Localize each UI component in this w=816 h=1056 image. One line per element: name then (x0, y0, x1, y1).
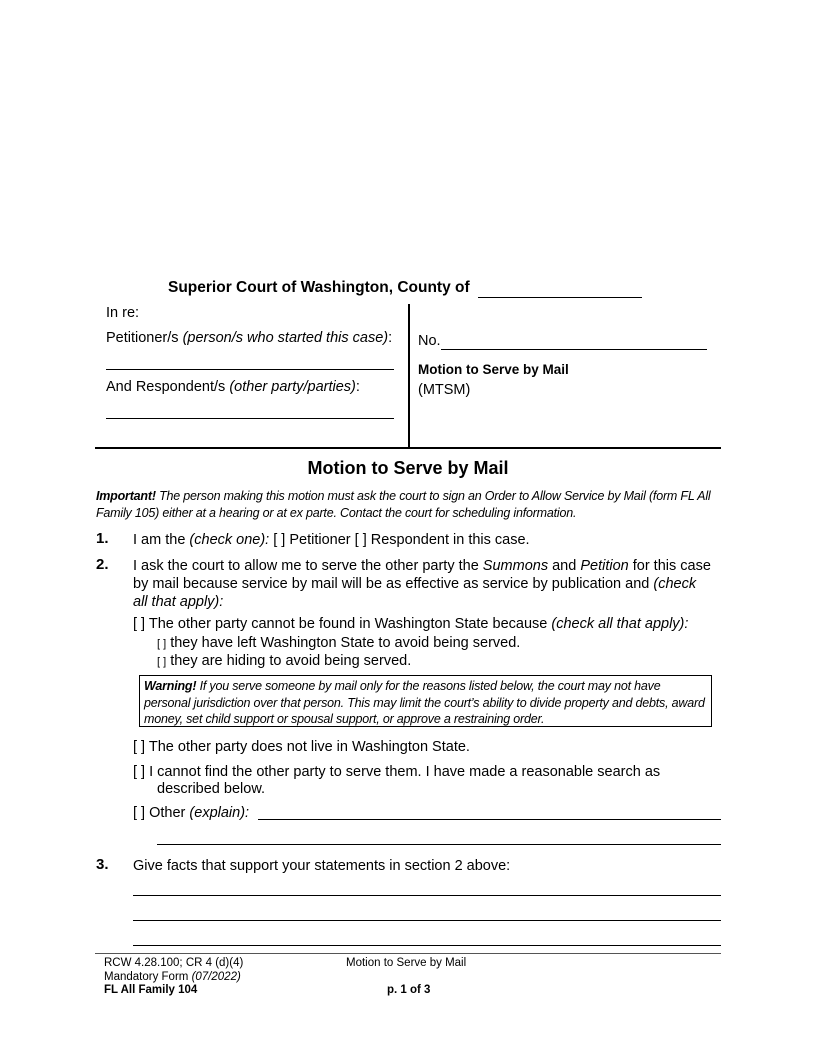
option-no-live: [ ] The other party does not live in Washington State. (133, 739, 470, 755)
left-state-checkbox[interactable]: [ ] (157, 638, 167, 650)
footer-rule-citation: RCW 4.28.100; CR 4 (d)(4) (104, 957, 244, 969)
court-title (168, 279, 642, 298)
footer-left (104, 957, 243, 998)
warning-text: Warning! If you serve someone by mail only for the reasons listed below, the court may not have personal jurisdiction over that person. This may limit the court’s ability to divide property and debts, award money, set child support or spousal support, or approve a restraining order. (144, 679, 705, 726)
petitioner-label: Petitioner/s (person/s who started this case): (106, 330, 393, 346)
petitioner-name-field[interactable] (106, 369, 394, 370)
facts-field-1[interactable] (133, 895, 721, 896)
section-2-number: 2. (96, 556, 109, 573)
option-cannot-find: [ ] I cannot find the other party to serve them. I have made a reasonable search as (133, 764, 661, 780)
sub-option-hiding: [ ] they are hiding to avoid being served. (157, 653, 412, 669)
page-title: Motion to Serve by Mail (307, 458, 509, 478)
sub-option-left-state: [ ] they have left Washington State to avoid being served. (157, 635, 521, 651)
form-code: (MTSM) (418, 382, 471, 398)
option-other: [ ] Other (explain): (133, 805, 250, 821)
other-explain-field[interactable] (258, 819, 721, 820)
respondent-name-field[interactable] (106, 418, 394, 419)
section-3-text: Give facts that support your statements in section 2 above: (133, 858, 511, 874)
facts-field-2[interactable] (133, 920, 721, 921)
case-number-field[interactable] (441, 333, 707, 350)
section-1: I am the (check one): [ ] Petitioner [ ] Respondent in this case. (133, 532, 530, 548)
case-number-label: No. (418, 333, 441, 349)
county-field[interactable] (478, 279, 642, 298)
case-number (418, 333, 707, 350)
facts-field-3[interactable] (133, 945, 721, 946)
warning-box (139, 675, 712, 727)
not-live-checkbox[interactable]: [ ] (133, 739, 146, 755)
footer-rule (95, 953, 721, 954)
footer-form-id: FL All Family 104 (104, 984, 198, 996)
caption-bottom-rule (95, 447, 721, 449)
other-checkbox[interactable]: [ ] (133, 805, 146, 821)
court-title-text: Superior Court of Washington, County of (168, 279, 470, 296)
section-2-intro: I ask the court to allow me to serve the other party the Summons and Petition for this case by mail because service by mail will be as effective as service by publication and (check all that apply): (133, 558, 711, 610)
option-cannot-find-cont: described below. (157, 781, 266, 797)
section-3-number: 3. (96, 856, 109, 873)
not-found-checkbox[interactable]: [ ] (133, 616, 146, 632)
other-explain-field-2[interactable] (157, 844, 721, 845)
important-notice: Important! The person making this motion must ask the court to sign an Order to Allow Service by Mail (form FL All Family 105) either at a hearing or at ex parte. Contact the court for scheduling information. (96, 489, 711, 520)
footer-mandatory: Mandatory Form (07/2022) (104, 970, 241, 983)
option-not-found: [ ] The other party cannot be found in Washington State because (check all that apply): (133, 616, 689, 632)
in-re-label: In re: (106, 305, 140, 321)
respondent-checkbox[interactable]: [ ] Respondent in this case. (354, 532, 530, 548)
caption-divider (408, 304, 410, 448)
cannot-find-checkbox[interactable]: [ ] (133, 764, 146, 780)
footer-page-number: p. 1 of 3 (387, 984, 431, 996)
petitioner-checkbox[interactable]: [ ] Petitioner (269, 532, 355, 548)
form-title-caption: Motion to Serve by Mail (418, 362, 569, 377)
footer-center-title: Motion to Serve by Mail (346, 957, 467, 969)
hiding-checkbox[interactable]: [ ] (157, 656, 167, 668)
respondent-label: And Respondent/s (other party/parties): (106, 379, 360, 395)
section-1-number: 1. (96, 530, 109, 547)
